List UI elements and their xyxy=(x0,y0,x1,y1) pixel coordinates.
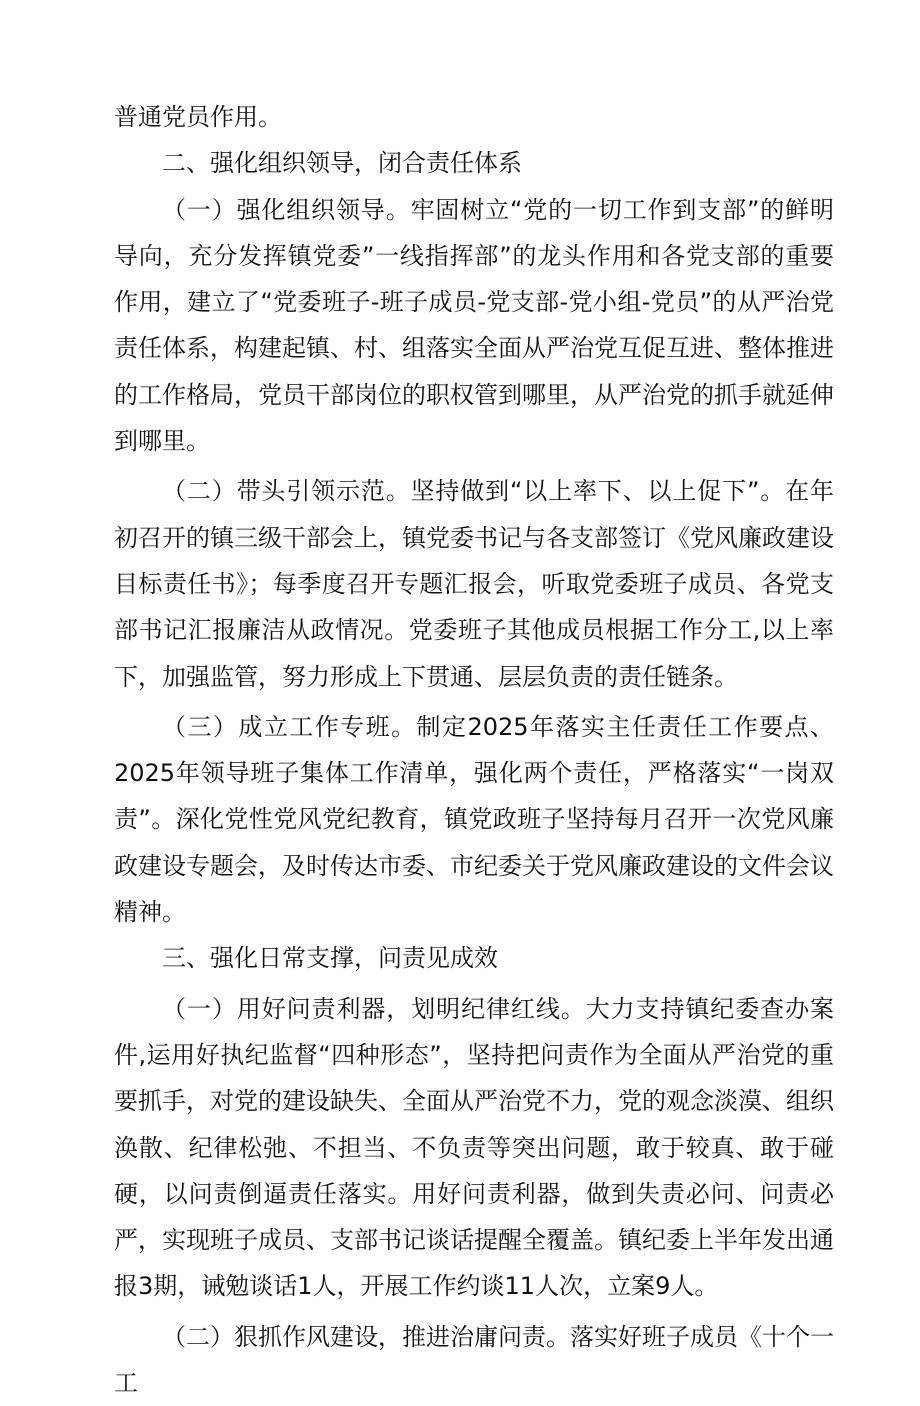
document-body xyxy=(114,94,834,1406)
paragraph-2-2: （二）带头引领示范。坚持做到“以上率下、以上促下”。在年初召开的镇三级干部会上，镇党委书记与各支部签订《党风廉政建设目标责任书》；每季度召开专题汇报会，听取党委班子成员、各党支部书记汇报廉洁从政情况。党委班子其他成员根据工作分工,以上率下，加强监管，努力形成上下贯通、层层负责的责任链条。 xyxy=(114,477,834,691)
section-heading-2: 二、强化组织领导，闭合责任体系 xyxy=(162,149,522,178)
paragraph-3-1: （一）用好问责利器，划明纪律红线。大力支持镇纪委查办案件,运用好执纪监督“四种形态”，坚持把问责作为全面从严治党的重要抓手，对党的建设缺失、全面从严治党不力，党的观念淡漠、组织涣散、纪律松弛、不担当、不负责等突出问题，敢于较真、敢于碰硬，以问责倒逼责任落实。用好问责利器，做到失责必问、问责必严，实现班子成员、支部书记谈话提醒全覆盖。镇纪委上半年发出通报3期，诫勉谈话1人，开展工作约谈11人次，立案9人。 xyxy=(114,994,834,1301)
paragraph-3-2: （二）狠抓作风建设，推进治庸问责。落实好班子成员《十个一工 xyxy=(114,1322,834,1398)
paragraph-continuation: 普通党员作用。 xyxy=(114,103,282,131)
section-heading-3: 三、强化日常支撑，问责见成效 xyxy=(162,944,498,973)
paragraph-2-3: （三）成立工作专班。制定2025年落实主任责任工作要点、2025年领导班子集体工作清单，强化两个责任，严格落实“一岗双责”。深化党性党风党纪教育，镇党政班子坚持每月召开一次党风廉政建设专题会，及时传达市委、市纪委关于党风廉政建设的文件会议精神。 xyxy=(114,712,834,927)
paragraph-2-1: （一）强化组织领导。牢固树立“党的一切工作到支部”的鲜明导向，充分发挥镇党委”一线指挥部”的龙头作用和各党支部的重要作用，建立了“党委班子-班子成员-党支部-党小组-党员”的从严治党责任体系，构建起镇、村、组落实全面从严治党互促互进、整体推进的工作格局，党员干部岗位的职权管到哪里，从严治党的抓手就延伸到哪里。 xyxy=(114,195,834,456)
